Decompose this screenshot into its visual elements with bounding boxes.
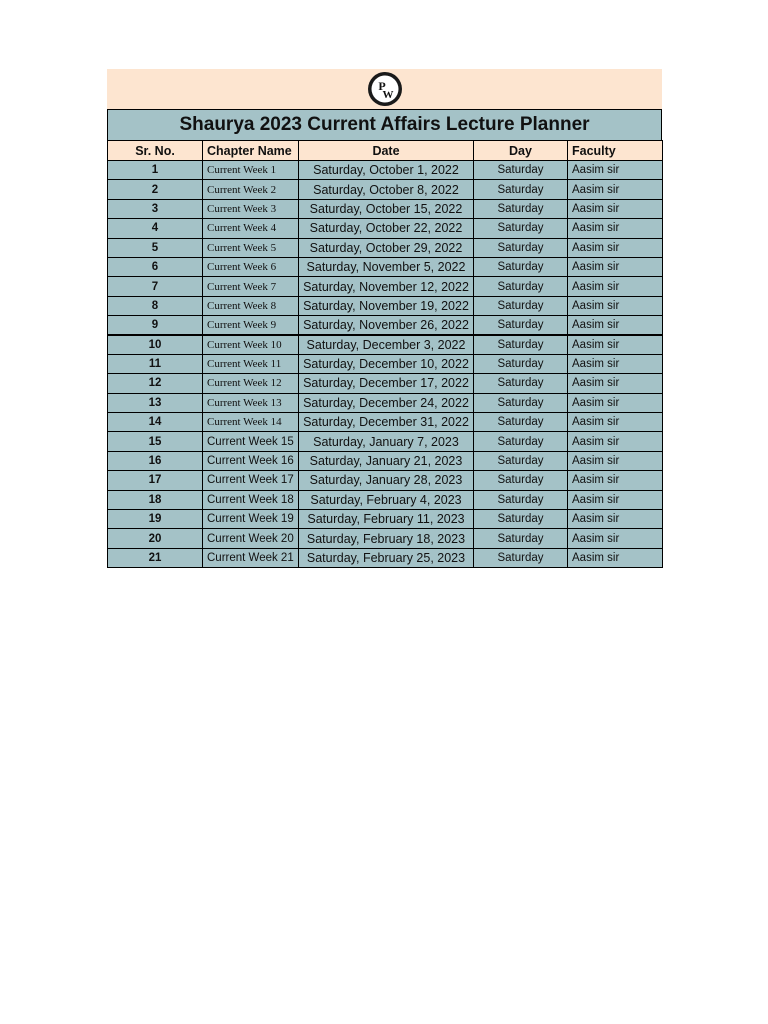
sr-no-cell: 3 (108, 199, 203, 218)
planner-table (107, 140, 663, 568)
table-row (108, 296, 663, 315)
date-cell: Saturday, October 15, 2022 (299, 199, 474, 218)
faculty-cell: Aasim sir (568, 354, 663, 373)
date-cell: Saturday, November 5, 2022 (299, 257, 474, 276)
day-cell: Saturday (474, 432, 568, 451)
date-cell: Saturday, November 26, 2022 (299, 316, 474, 335)
date-cell: Saturday, October 22, 2022 (299, 219, 474, 238)
sr-no-cell: 5 (108, 238, 203, 257)
faculty-cell: Aasim sir (568, 180, 663, 199)
date-cell: Saturday, December 17, 2022 (299, 374, 474, 393)
faculty-cell: Aasim sir (568, 548, 663, 567)
chapter-name-cell: Current Week 3 (203, 199, 299, 218)
svg-text:P: P (378, 79, 386, 93)
faculty-cell: Aasim sir (568, 510, 663, 529)
faculty-cell: Aasim sir (568, 219, 663, 238)
faculty-cell: Aasim sir (568, 490, 663, 509)
faculty-cell: Aasim sir (568, 471, 663, 490)
header-row (108, 141, 663, 161)
day-cell: Saturday (474, 490, 568, 509)
sr-no-cell: 2 (108, 180, 203, 199)
date-cell: Saturday, February 4, 2023 (299, 490, 474, 509)
header-faculty: Faculty (568, 141, 663, 161)
sr-no-cell: 8 (108, 296, 203, 315)
date-cell: Saturday, October 8, 2022 (299, 180, 474, 199)
table-row (108, 548, 663, 567)
day-cell: Saturday (474, 257, 568, 276)
date-cell: Saturday, November 19, 2022 (299, 296, 474, 315)
day-cell: Saturday (474, 161, 568, 180)
day-cell: Saturday (474, 219, 568, 238)
date-cell: Saturday, February 18, 2023 (299, 529, 474, 548)
chapter-name-cell: Current Week 5 (203, 238, 299, 257)
table-row (108, 316, 663, 335)
faculty-cell: Aasim sir (568, 432, 663, 451)
sr-no-cell: 12 (108, 374, 203, 393)
table-row (108, 510, 663, 529)
day-cell: Saturday (474, 510, 568, 529)
date-cell: Saturday, February 25, 2023 (299, 548, 474, 567)
chapter-name-cell: Current Week 6 (203, 257, 299, 276)
header-day: Day (474, 141, 568, 161)
day-cell: Saturday (474, 413, 568, 432)
faculty-cell: Aasim sir (568, 238, 663, 257)
sr-no-cell: 4 (108, 219, 203, 238)
day-cell: Saturday (474, 393, 568, 412)
sr-no-cell: 6 (108, 257, 203, 276)
logo-band (107, 69, 662, 109)
sr-no-cell: 9 (108, 316, 203, 335)
chapter-name-cell: Current Week 4 (203, 219, 299, 238)
table-row (108, 413, 663, 432)
sr-no-cell: 15 (108, 432, 203, 451)
table-row (108, 529, 663, 548)
date-cell: Saturday, February 11, 2023 (299, 510, 474, 529)
table-row (108, 354, 663, 373)
day-cell: Saturday (474, 451, 568, 470)
header-sr-no: Sr. No. (108, 141, 203, 161)
chapter-name-cell: Current Week 1 (203, 161, 299, 180)
header-chapter-name: Chapter Name (203, 141, 299, 161)
sr-no-cell: 20 (108, 529, 203, 548)
chapter-name-cell: Current Week 15 (203, 432, 299, 451)
faculty-cell: Aasim sir (568, 199, 663, 218)
chapter-name-cell: Current Week 8 (203, 296, 299, 315)
sr-no-cell: 17 (108, 471, 203, 490)
page-title: Shaurya 2023 Current Affairs Lecture Planner (107, 109, 662, 140)
faculty-cell: Aasim sir (568, 393, 663, 412)
date-cell: Saturday, October 29, 2022 (299, 238, 474, 257)
sr-no-cell: 18 (108, 490, 203, 509)
chapter-name-cell: Current Week 16 (203, 451, 299, 470)
chapter-name-cell: Current Week 19 (203, 510, 299, 529)
date-cell: Saturday, October 1, 2022 (299, 161, 474, 180)
day-cell: Saturday (474, 316, 568, 335)
date-cell: Saturday, December 10, 2022 (299, 354, 474, 373)
chapter-name-cell: Current Week 12 (203, 374, 299, 393)
date-cell: Saturday, December 31, 2022 (299, 413, 474, 432)
table-row (108, 451, 663, 470)
chapter-name-cell: Current Week 2 (203, 180, 299, 199)
chapter-name-cell: Current Week 7 (203, 277, 299, 296)
table-row (108, 238, 663, 257)
table-row (108, 161, 663, 180)
sr-no-cell: 1 (108, 161, 203, 180)
table-row (108, 335, 663, 354)
day-cell: Saturday (474, 238, 568, 257)
day-cell: Saturday (474, 335, 568, 354)
faculty-cell: Aasim sir (568, 257, 663, 276)
faculty-cell: Aasim sir (568, 529, 663, 548)
date-cell: Saturday, December 3, 2022 (299, 335, 474, 354)
pw-logo-icon (367, 71, 403, 107)
day-cell: Saturday (474, 199, 568, 218)
date-cell: Saturday, January 7, 2023 (299, 432, 474, 451)
faculty-cell: Aasim sir (568, 413, 663, 432)
chapter-name-cell: Current Week 21 (203, 548, 299, 567)
table-row (108, 219, 663, 238)
sr-no-cell: 19 (108, 510, 203, 529)
faculty-cell: Aasim sir (568, 451, 663, 470)
faculty-cell: Aasim sir (568, 277, 663, 296)
chapter-name-cell: Current Week 9 (203, 316, 299, 335)
header-date: Date (299, 141, 474, 161)
faculty-cell: Aasim sir (568, 161, 663, 180)
date-cell: Saturday, December 24, 2022 (299, 393, 474, 412)
chapter-name-cell: Current Week 20 (203, 529, 299, 548)
day-cell: Saturday (474, 296, 568, 315)
day-cell: Saturday (474, 354, 568, 373)
day-cell: Saturday (474, 471, 568, 490)
faculty-cell: Aasim sir (568, 374, 663, 393)
table-row (108, 393, 663, 412)
day-cell: Saturday (474, 529, 568, 548)
faculty-cell: Aasim sir (568, 335, 663, 354)
table-row (108, 277, 663, 296)
sr-no-cell: 7 (108, 277, 203, 296)
sr-no-cell: 10 (108, 335, 203, 354)
table-row (108, 199, 663, 218)
faculty-cell: Aasim sir (568, 296, 663, 315)
table-row (108, 257, 663, 276)
chapter-name-cell: Current Week 14 (203, 413, 299, 432)
svg-text:W: W (382, 89, 394, 101)
sr-no-cell: 11 (108, 354, 203, 373)
sr-no-cell: 13 (108, 393, 203, 412)
sr-no-cell: 14 (108, 413, 203, 432)
table-row (108, 432, 663, 451)
chapter-name-cell: Current Week 10 (203, 335, 299, 354)
day-cell: Saturday (474, 180, 568, 199)
day-cell: Saturday (474, 548, 568, 567)
table-row (108, 471, 663, 490)
chapter-name-cell: Current Week 17 (203, 471, 299, 490)
faculty-cell: Aasim sir (568, 316, 663, 335)
day-cell: Saturday (474, 374, 568, 393)
day-cell: Saturday (474, 277, 568, 296)
date-cell: Saturday, November 12, 2022 (299, 277, 474, 296)
sr-no-cell: 21 (108, 548, 203, 567)
chapter-name-cell: Current Week 11 (203, 354, 299, 373)
table-row (108, 490, 663, 509)
date-cell: Saturday, January 21, 2023 (299, 451, 474, 470)
sr-no-cell: 16 (108, 451, 203, 470)
chapter-name-cell: Current Week 18 (203, 490, 299, 509)
table-row (108, 180, 663, 199)
chapter-name-cell: Current Week 13 (203, 393, 299, 412)
date-cell: Saturday, January 28, 2023 (299, 471, 474, 490)
table-row (108, 374, 663, 393)
lecture-planner-sheet (107, 69, 662, 568)
